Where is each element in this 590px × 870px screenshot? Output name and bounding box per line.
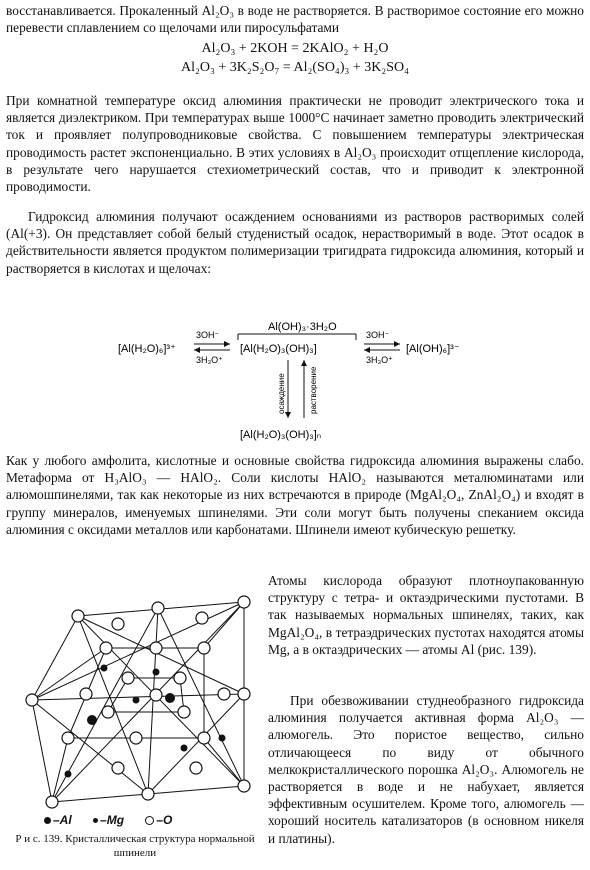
paragraph-amphoteric: Как у любого амфолита, кислотные и основные свойства гидроксида алюминия выражены слабо. Метаформа от H₃AlO₃ — HAlO₂. Соли кислоты HAlO₂ называются металюминатами или алюмошпинелями, так как некоторые из них встречаются в природе (MgAl₂O₄, ZnAl₂O₄) и входят в группу минералов, именуемых шпинелями. Эти соли могут быть получены спеканием оксида алюминия с оксидами металлов или карбонатами. Шпинели имеют кубическую решетку. [6, 453, 584, 537]
paragraph-alumogel: При обезвоживании студнеобразного гидроксида алюминия получается активная форма Al₂O₃ — алюмогель. Это пористое вещество, сильно отличающееся по виду от обычного мелкокристаллического порошка Al₂O₃. Алюмогель не растворяется в воде и не набухает, является эффективным осушителем. Кроме того, алюмогель — хороший носитель катализаторов (в основном никеля и платины). [268, 693, 584, 846]
figure-legend [44, 812, 244, 829]
equation-pyrosulfate: Al₂O₃ + 3K₂S₂O₇ = Al₂(SO₄)₃ + 3K₂SO₄ [180, 60, 410, 75]
equation-koh: Al₂O₃ + 2KOH = 2KAlO₂ + H₂O [201, 41, 389, 56]
scheme-middle-complex: [Al(H₂O)₃(OH)₃] [240, 343, 317, 355]
paragraph-conductivity: При комнатной температуре оксид алюминия практически не проводит электрического тока и является диэлектриком. При температурах выше 1000°C начинает заметно проводить электрический ток и проявляет полупроводниковые свойства. С повышением температуры электрическая проводимость растет экспоненциально. В этих условиях в Al₂O₃ происходит отщепление кислорода, в результате чего нарушается стехиометрический состав, что и приводит к электронной проводимости. [6, 93, 584, 195]
scheme-arrow2-top: 3OH⁻ [366, 330, 390, 340]
mg-dot-icon [93, 818, 98, 823]
paragraph-hydroxide: Гидроксид алюминия получают осаждением основаниями из растворов растворимых солей (Al(+3). Он представляет собой белый студенистый осадок, нерастворимый в воде. Этот осадок в действительности является продуктом полимеризации тригидрата гидроксида алюминия, который и растворяется в кислотах и щелочах: [6, 209, 584, 276]
scheme-arrow2-bottom: 3H₃O⁺ [366, 355, 393, 365]
scheme-left-ion: [Al(H₂O)₆]³⁺ [118, 343, 176, 355]
paragraph-oxygen-packing: Атомы кислорода образуют плотноупакованную структуру с тетра- и октаэдрическими пустотами. В так называемых нормальных шпинелях, таких, как MgAl₂O₄, в тетраэдрических пустотах находятся атомы Mg, а в октаэдрических — атомы Al (рис. 139). [268, 573, 584, 657]
spinel-structure-figure [8, 588, 260, 818]
legend-o: –O [145, 813, 172, 827]
scheme-polymer: [Al(H₂O)₃(OH)₃]ₙ [240, 429, 322, 441]
scheme-precipitation-label: осаждение [277, 373, 286, 414]
o-ring-icon [145, 816, 154, 825]
reaction-scheme [118, 318, 478, 446]
figure-caption: Р и с. 139. Кристаллическая структура нормальной шпинели [15, 833, 255, 859]
scheme-arrow1-bottom: 3H₃O⁺ [196, 355, 223, 365]
legend-mg: –Mg [93, 813, 124, 827]
scheme-arrow1-top: 3OH⁻ [196, 330, 220, 340]
al-dot-icon [44, 817, 51, 824]
paragraph-intro: восстанавливается. Прокаленный Al₂O₃ в воде не растворяется. В растворимое состояние его можно перевести сплавлением со щелочами или пиросульфатами [6, 3, 584, 36]
scheme-dissolution-label: растворение [309, 366, 318, 414]
scheme-right-ion: [Al(OH)₆]³⁻ [406, 343, 460, 355]
spinel-lattice-svg [8, 588, 260, 818]
legend-al: –Al [44, 813, 72, 827]
scheme-trihydrate: Al(OH)₃·3H₂O [268, 321, 337, 333]
